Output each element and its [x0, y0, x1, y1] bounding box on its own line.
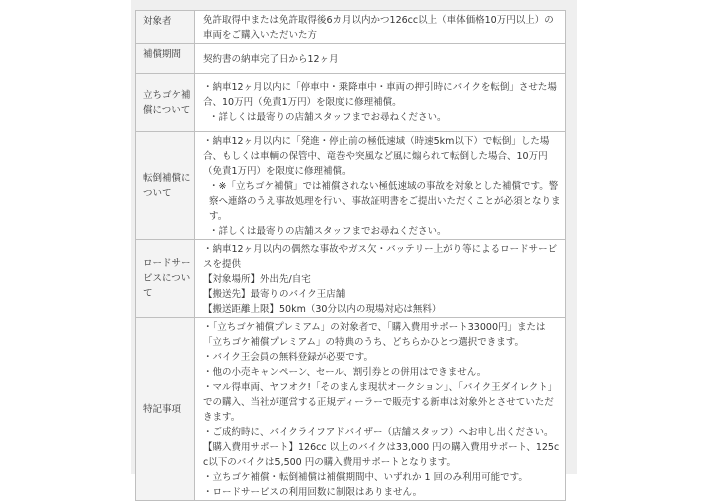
table-row-target [136, 11, 566, 44]
content-line: ・納車12ヶ月以内に「発進・停止前の極低速域（時速5km以下）で転倒」した場合、もしくは車輌の保管中、竜巻や突風など風に煽られて転倒した場合、10万円（免責1万円）を限度に修理補償。 [203, 136, 550, 177]
table-row-fall [136, 132, 566, 240]
row-label: 特記事項 [136, 318, 195, 501]
content-line: 免許取得中または免許取得後6カ月以内かつ126cc以上（車体価格10万円以上）の車両をご購入いただいた方 [203, 15, 554, 41]
content-line: ・ご成約時に、バイクライフアドバイザー（店舗スタッフ）へお申し出ください。 [203, 427, 554, 438]
row-content [195, 44, 566, 74]
table-row-period [136, 44, 566, 74]
content-line: ・ロードサービスの利用回数に制限はありません。 [203, 487, 423, 498]
content-line: ・他の小売キャンペーン、セール、割引券との併用はできません。 [203, 367, 487, 378]
table-row-standstill-fall [136, 74, 566, 132]
content-line: 【対象場所】外出先/自宅 [203, 274, 311, 285]
row-content [195, 74, 566, 132]
content-line: 契約書の納車完了日から12ヶ月 [203, 54, 339, 65]
row-label: ロードサービスについて [136, 240, 195, 318]
content-line: ・納車12ヶ月以内に「停車中・乗降車中・車両の押引時にバイクを転倒」させた場合、10万円（免責1万円）を限度に修理補償。 [203, 82, 557, 108]
row-label: 立ちゴケ補償について [136, 74, 195, 132]
row-label: 転倒補償について [136, 132, 195, 240]
table-row-notes [136, 318, 566, 501]
row-content [195, 11, 566, 44]
content-line: ・納車12ヶ月以内の偶然な事故やガス欠・バッテリー上がり等によるロードサービスを提供 [203, 244, 558, 270]
row-label: 対象者 [136, 11, 195, 44]
content-line: 【搬送先】最寄りのバイク王店舗 [203, 289, 346, 300]
content-line: ・マル得車両、ヤフオク!「そのまんま現状オークション」、「バイク王ダイレクト」での購入、当社が運営する正規ディーラーで販売する新車は対象外とさせていただきます。 [203, 382, 558, 423]
content-line: ・立ちゴケ補償・転倒補償は補償期間中、いずれか 1 回のみ利用可能です。 [203, 472, 528, 483]
row-content [195, 240, 566, 318]
content-line: ・※「立ちゴケ補償」では補償されない極低速域の事故を対象とした補償です。警察へ連絡のうえ事故処理を行い、事故証明書をご提出いただくことが必須となります。 [209, 181, 561, 222]
content-line: 【搬送距離上限】50km（30分以内の現場対応は無料） [203, 304, 442, 315]
content-line: ・詳しくは最寄りの店舗スタッフまでお尋ねください。 [209, 226, 447, 237]
terms-table [135, 10, 566, 501]
content-line: ・「立ちゴケ補償プレミアム」の対象者で、「購入費用サポート33000円」または「立ちゴケ補償プレミアム」の特典のうち、どちらかひとつ選択できます。 [203, 322, 546, 348]
content-line: ・バイク王会員の無料登録が必要です。 [203, 352, 374, 363]
row-content [195, 318, 566, 501]
content-line: 【購入費用サポート】126cc 以上のバイクは33,000 円の購入費用サポート、125cc以下のバイクは5,500 円の購入費用サポートとなります。 [203, 442, 560, 468]
row-content [195, 132, 566, 240]
content-line: ・詳しくは最寄りの店舗スタッフまでお尋ねください。 [209, 112, 447, 123]
table-row-road-service [136, 240, 566, 318]
row-label: 補償期間 [136, 44, 195, 74]
